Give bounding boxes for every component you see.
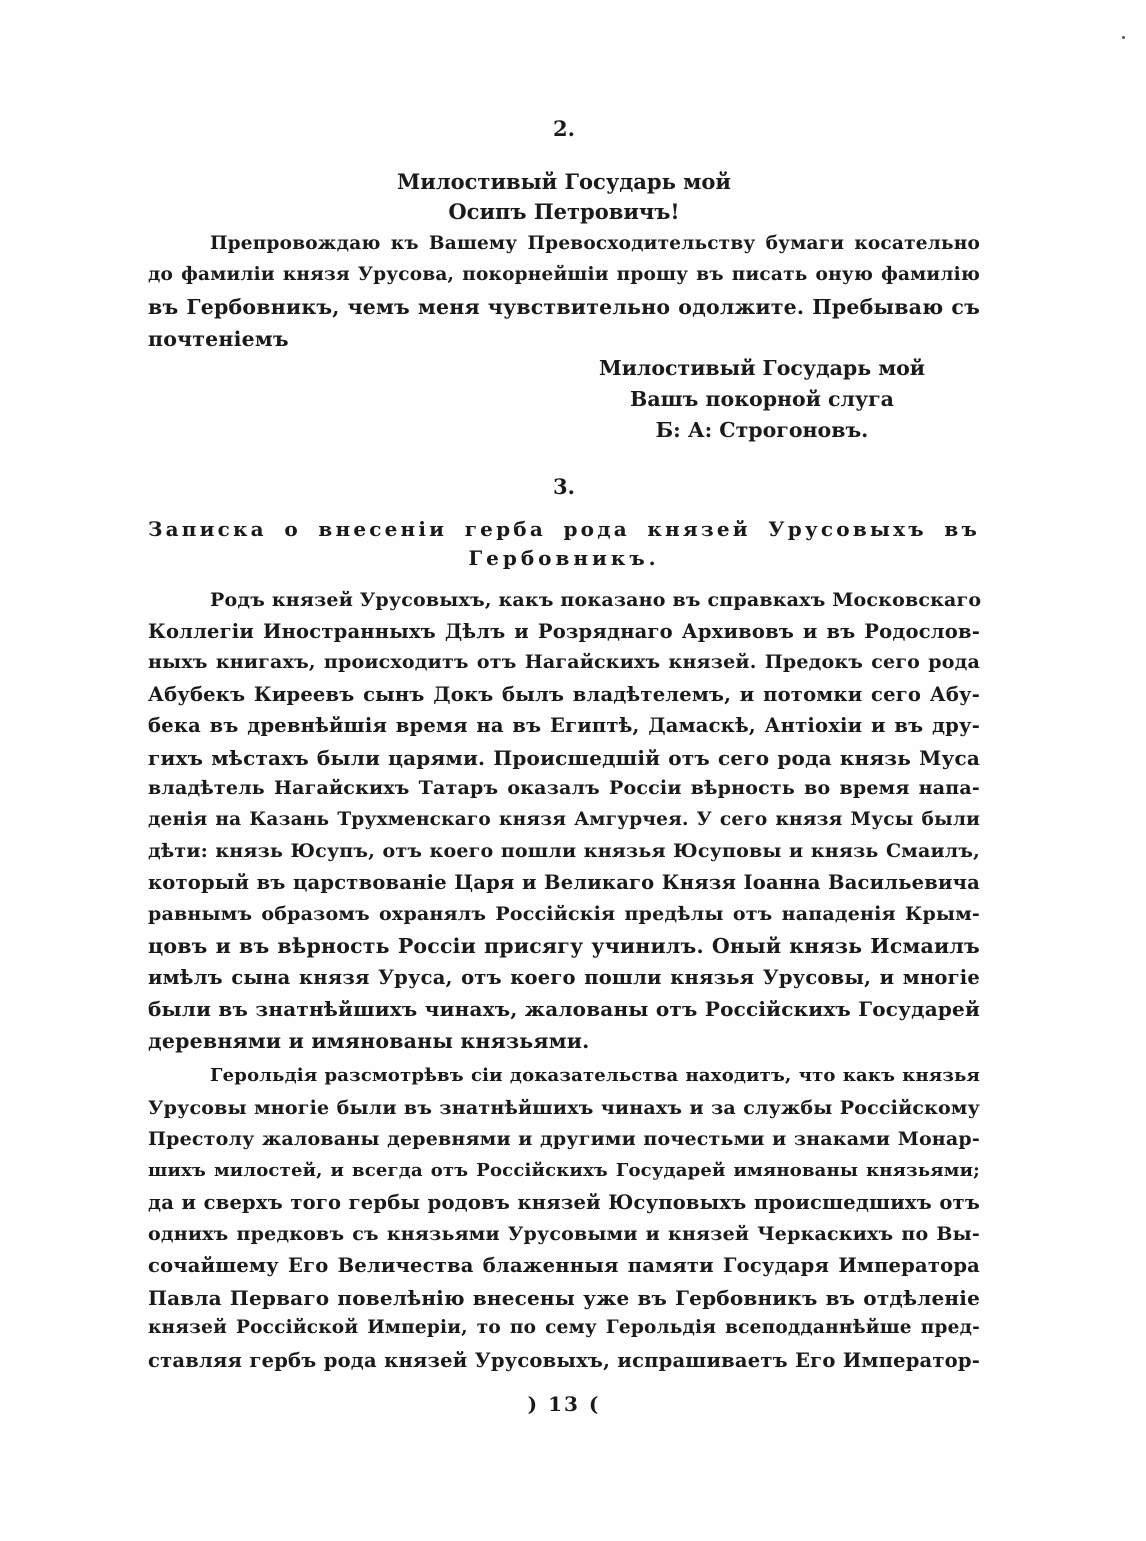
- page-number: ) 13 (: [527, 1392, 601, 1416]
- paragraph-1-line-4: Абубекъ Киреевъ сынъ Докъ былъ владѣтелемъ, и потомки сего Абу-: [148, 683, 980, 706]
- scan-speck: [1122, 36, 1125, 39]
- section-3-title-line-2: Гербовникъ.: [468, 546, 660, 570]
- closing-line-1: Милостивый Государь мой: [599, 356, 925, 380]
- paragraph-1-line-10: который въ царствованіе Царя и Великаго Князя Іоанна Васильевича: [148, 871, 980, 894]
- paragraph-2-line-3: Престолу жалованы деревнями и другими почестьми и знаками Монар-: [148, 1128, 980, 1150]
- paragraph-2-line-10: ставляя гербъ рода князей Урусовыхъ, испрашиваетъ Его Император-: [148, 1349, 980, 1372]
- paragraph-2-line-1: Герольдія разсмотрѣвъ сіи доказательства находитъ, что какъ князья: [210, 1065, 980, 1086]
- paragraph-2-line-6: однихъ предковъ съ князьями Урусовыми и князей Черкаскихъ по Вы-: [148, 1223, 980, 1245]
- paragraph-1-line-5: бека въ древнѣйшія время на въ Египтѣ, Дамаскѣ, Антіохіи и въ дру-: [148, 714, 980, 737]
- paragraph-1-line-7: владѣтель Нагайскихъ Татаръ оказалъ Россіи вѣрность во время напа-: [148, 777, 980, 799]
- salutation-line-1: Милостивый Государь мой: [397, 169, 731, 194]
- letter-line-4: почтеніемъ: [148, 327, 289, 351]
- letter-line-3: въ Гербовникъ, чемъ меня чувствительно одолжите. Пребываю съ: [148, 295, 980, 319]
- paragraph-1-line-2: Коллегіи Иностранныхъ Дѣлъ и Розряднаго Архивовъ и въ Родослов-: [148, 620, 980, 643]
- paragraph-1-line-15: деревнями и имянованы князьями.: [148, 1029, 590, 1053]
- paragraph-1-line-9: дѣти: князь Юсупъ, отъ коего пошли князья Юсуповы и князь Смаилъ,: [148, 840, 980, 862]
- paragraph-1-line-11: равнымъ образомъ охранялъ Россійскія предѣлы отъ нападенія Крым-: [148, 903, 980, 925]
- paragraph-1-line-12: цовъ и въ вѣрность Россіи присягу учинилъ. Оный князь Исмаилъ: [148, 934, 980, 958]
- paragraph-2-line-9: князей Россійской Имперіи, то по сему Герольдія всеподданнѣйше пред-: [148, 1317, 980, 1338]
- section-3-title-line-1: Записка о внесеніи герба рода князей Урусовыхъ въ: [148, 517, 980, 541]
- paragraph-2-line-5: да и сверхъ того гербы родовъ князей Юсуповыхъ происшедшихъ отъ: [148, 1191, 980, 1214]
- paragraph-1-line-6: гихъ мѣстахъ были царями. Происшедшій отъ сего рода князь Муса: [148, 746, 980, 770]
- closing-line-2: Вашъ покорной слуга: [630, 387, 894, 411]
- paragraph-1-line-8: денія на Казань Трухменскаго князя Амгурчея. У сего князя Мусы были: [148, 809, 980, 830]
- paragraph-1-line-3: ныхъ книгахъ, происходитъ отъ Нагайскихъ князей. Предокъ сего рода: [148, 651, 980, 673]
- paragraph-2-line-4: шихъ милостей, и всегда отъ Россійскихъ Государей имянованы князьями;: [148, 1160, 980, 1181]
- paragraph-2-line-8: Павла Перваго повелѣнію внесены уже въ Гербовникъ въ отдѣленіе: [148, 1286, 980, 1310]
- paragraph-2-line-7: сочайшему Его Величества блаженныя памяти Государя Императора: [148, 1254, 980, 1277]
- paragraph-2-line-2: Урусовы многіе были въ знатнѣйшихъ чинахъ и за службы Россійскому: [148, 1097, 980, 1119]
- signature: Б: А: Строгоновъ.: [655, 418, 869, 442]
- section-3-number: 3.: [553, 474, 575, 499]
- paragraph-1-line-14: были въ знатнѣйшихъ чинахъ, жалованы отъ Россійскихъ Государей: [148, 997, 980, 1021]
- paragraph-1-line-1: Родъ князей Урусовыхъ, какъ показано въ справкахъ Московскаго: [210, 589, 982, 611]
- paragraph-1-line-13: имѣлъ сына князя Уруса, отъ коего пошли князья Урусовы, и многіе: [148, 966, 980, 989]
- letter-line-1: Препровождаю къ Вашему Превосходительству бумаги косательно: [210, 233, 980, 254]
- letter-line-2: до фамиліи князя Урусова, покорнейшіи прошу въ писать оную фамилію: [148, 264, 980, 285]
- salutation-line-2: Осипъ Петровичъ!: [448, 199, 680, 224]
- section-2-number: 2.: [553, 116, 575, 141]
